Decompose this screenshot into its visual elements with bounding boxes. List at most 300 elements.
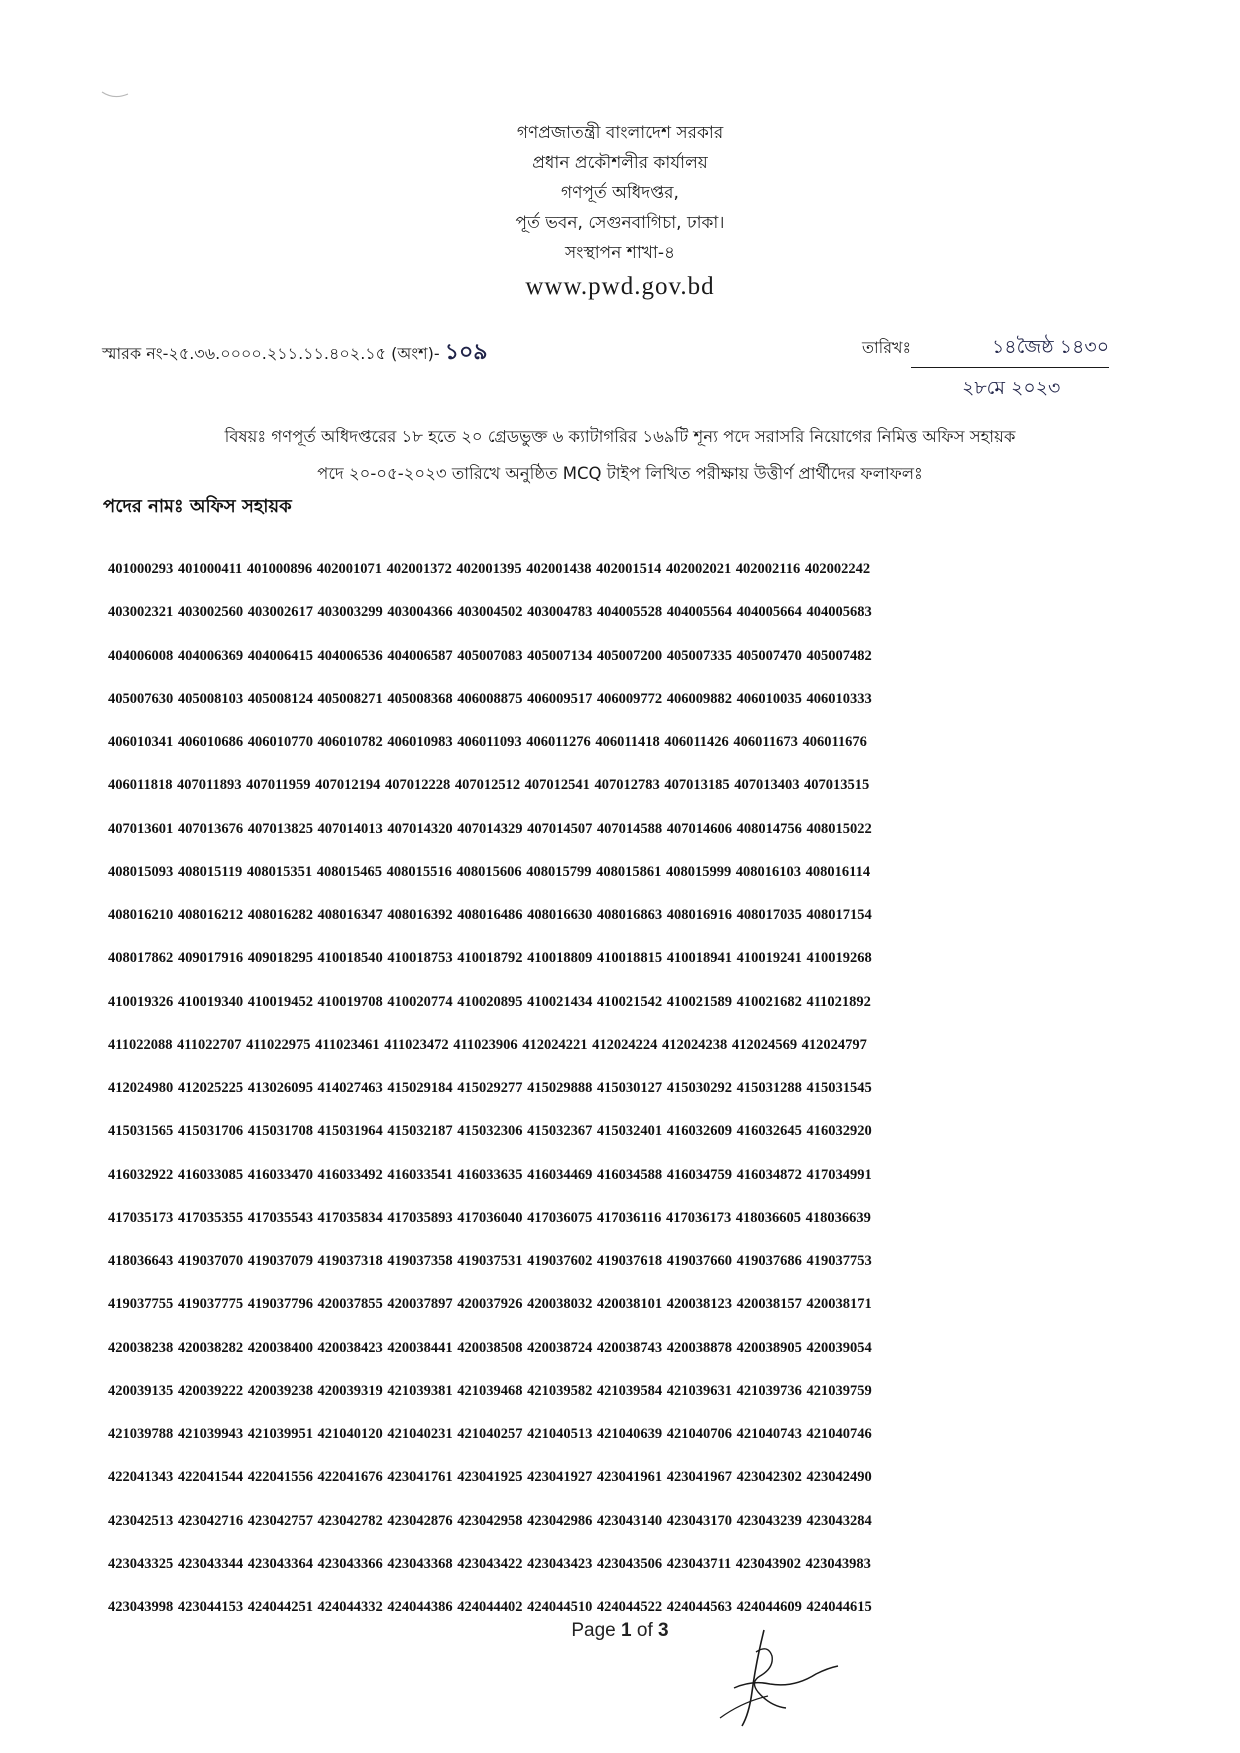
header-line-office: প্রধান প্রকৌশলীর কার্যালয় xyxy=(532,153,708,173)
roll-number: 420038101 xyxy=(596,1296,663,1313)
roll-number: 419037070 xyxy=(177,1253,244,1270)
roll-number: 421039788 xyxy=(108,1426,174,1443)
roll-number: 406009517 xyxy=(527,690,593,707)
memo-number: ১০৯ xyxy=(444,340,488,365)
roll-number: 405007482 xyxy=(806,647,872,664)
roll-number: 408015093 xyxy=(108,863,174,880)
roll-number: 413026095 xyxy=(247,1080,313,1097)
roll-number: 423043711 xyxy=(666,1555,732,1572)
roll-number: 423043423 xyxy=(527,1555,593,1572)
date-block xyxy=(862,333,1109,406)
roll-number: 423043364 xyxy=(247,1555,313,1572)
roll-number: 416033541 xyxy=(387,1166,453,1183)
roll-number: 420038724 xyxy=(527,1339,593,1356)
roll-number: 420038743 xyxy=(596,1339,663,1356)
roll-number: 403002560 xyxy=(177,604,244,621)
roll-number: 423042986 xyxy=(527,1512,593,1529)
roll-number: 412025225 xyxy=(177,1080,244,1097)
letterhead xyxy=(0,118,1240,304)
roll-number: 417035355 xyxy=(177,1209,244,1226)
roll-number: 415029277 xyxy=(457,1080,523,1097)
roll-number: 407014320 xyxy=(387,820,453,837)
roll-number: 424044251 xyxy=(247,1599,313,1616)
roll-number: 419037660 xyxy=(666,1253,732,1270)
roll-number: 410018815 xyxy=(596,950,663,967)
roll-number: 421039736 xyxy=(736,1382,802,1399)
roll-number: 411023461 xyxy=(315,1036,380,1053)
roll-number: 415030292 xyxy=(666,1080,732,1097)
roll-row xyxy=(108,764,1148,807)
footer-of-word: of xyxy=(636,1620,653,1641)
roll-number: 421040746 xyxy=(806,1426,872,1443)
roll-number: 408016392 xyxy=(387,907,453,924)
roll-number: 419037755 xyxy=(108,1296,174,1313)
roll-number: 407013676 xyxy=(177,820,244,837)
roll-row xyxy=(108,1110,1148,1153)
roll-number: 403004366 xyxy=(387,604,453,621)
roll-number: 410021434 xyxy=(527,993,593,1010)
roll-number: 423041927 xyxy=(527,1469,593,1486)
roll-number: 408015119 xyxy=(177,863,243,880)
roll-row xyxy=(108,894,1148,937)
roll-number: 408015799 xyxy=(526,863,592,880)
roll-number: 407011893 xyxy=(177,777,242,794)
roll-number: 417034991 xyxy=(806,1166,872,1183)
roll-number: 403002617 xyxy=(247,604,313,621)
roll-number: 402001438 xyxy=(526,561,592,578)
roll-number: 406009882 xyxy=(666,690,732,707)
roll-row xyxy=(108,1413,1148,1456)
roll-number: 406010341 xyxy=(108,734,174,751)
roll-number: 422041676 xyxy=(317,1469,383,1486)
roll-number: 402001395 xyxy=(456,561,522,578)
roll-number: 405008271 xyxy=(317,690,383,707)
roll-number: 403004783 xyxy=(527,604,593,621)
roll-number: 402001071 xyxy=(316,561,382,578)
roll-number: 423043422 xyxy=(457,1555,523,1572)
roll-number: 421040706 xyxy=(666,1426,732,1443)
roll-number: 408016282 xyxy=(247,907,313,924)
roll-number: 412024224 xyxy=(592,1036,658,1053)
roll-number: 411022707 xyxy=(177,1036,242,1053)
roll-number: 411023906 xyxy=(453,1036,518,1053)
roll-number: 421039631 xyxy=(666,1382,732,1399)
roll-number: 420038441 xyxy=(387,1339,453,1356)
roll-number: 417036040 xyxy=(457,1209,523,1226)
roll-row xyxy=(108,937,1148,980)
header-line-government: গণপ্রজাতন্ত্রী বাংলাদেশ সরকার xyxy=(516,123,724,143)
roll-number-list xyxy=(108,548,1148,1629)
roll-number: 421040639 xyxy=(596,1426,663,1443)
roll-number: 405007083 xyxy=(457,647,523,664)
roll-number: 419037618 xyxy=(596,1253,663,1270)
roll-number: 407012783 xyxy=(594,777,660,794)
roll-number: 404005564 xyxy=(666,604,732,621)
roll-number: 423042782 xyxy=(317,1512,383,1529)
roll-number: 408015999 xyxy=(665,863,732,880)
roll-number: 419037358 xyxy=(387,1253,453,1270)
roll-number: 424044332 xyxy=(317,1599,383,1616)
roll-number: 423043325 xyxy=(108,1555,174,1572)
roll-number: 415031706 xyxy=(177,1123,244,1140)
roll-number: 410021589 xyxy=(666,993,732,1010)
roll-number: 401000411 xyxy=(177,561,243,578)
roll-row xyxy=(108,635,1148,678)
header-website: www.pwd.gov.bd xyxy=(525,273,715,300)
subject-line-2: পদে ২০-০৫-২০২৩ তারিখে অনুষ্ঠিত MCQ টাইপ লিখিত পরীক্ষায় উত্তীর্ণ প্রার্থীদের ফলাফলঃ xyxy=(317,464,923,483)
roll-number: 407013403 xyxy=(734,777,800,794)
roll-number: 408015516 xyxy=(386,863,452,880)
roll-number: 415032306 xyxy=(457,1123,523,1140)
roll-number: 419037079 xyxy=(247,1253,313,1270)
roll-number: 406010035 xyxy=(736,690,802,707)
roll-number: 415029184 xyxy=(387,1080,453,1097)
roll-number: 406011093 xyxy=(457,734,522,751)
roll-number: 412024797 xyxy=(801,1036,867,1053)
roll-number: 407014329 xyxy=(457,820,523,837)
roll-number: 408016347 xyxy=(317,907,383,924)
roll-number: 408017035 xyxy=(736,907,802,924)
roll-number: 415031545 xyxy=(806,1080,872,1097)
header-line-address: পূর্ত ভবন, সেগুনবাগিচা, ঢাকা। xyxy=(515,213,725,233)
roll-number: 404006415 xyxy=(247,647,313,664)
roll-number: 407013515 xyxy=(804,777,870,794)
roll-number: 406010782 xyxy=(317,734,383,751)
roll-number: 410018809 xyxy=(527,950,593,967)
roll-number: 416034469 xyxy=(527,1166,593,1183)
roll-number: 423041761 xyxy=(387,1469,453,1486)
roll-number: 420038400 xyxy=(247,1339,313,1356)
roll-number: 412024980 xyxy=(108,1080,174,1097)
roll-number: 401000896 xyxy=(246,561,313,578)
roll-number: 423043368 xyxy=(387,1555,453,1572)
roll-number: 417036116 xyxy=(596,1209,662,1226)
post-name: পদের নামঃ অফিস সহায়ক xyxy=(103,496,292,517)
roll-number: 423043902 xyxy=(735,1555,802,1572)
roll-number: 420038905 xyxy=(736,1339,802,1356)
roll-number: 423043140 xyxy=(596,1512,663,1529)
roll-number: 424044563 xyxy=(666,1599,732,1616)
roll-number: 408017862 xyxy=(108,950,174,967)
roll-number: 410019340 xyxy=(177,993,244,1010)
roll-number: 419037602 xyxy=(527,1253,593,1270)
roll-number: 407011959 xyxy=(246,777,311,794)
roll-number: 415032367 xyxy=(527,1123,593,1140)
roll-number: 424044522 xyxy=(596,1599,663,1616)
roll-number: 408015861 xyxy=(596,863,662,880)
roll-row xyxy=(108,1370,1148,1413)
roll-number: 410018540 xyxy=(317,950,383,967)
memo-prefix: স্মারক নং-২৫.৩৬.০০০০.২১১.১১.৪০২.১৫ (অংশ)- xyxy=(102,344,445,363)
header-line-department: গণপূর্ত অধিদপ্তর, xyxy=(561,183,679,203)
roll-number: 423041925 xyxy=(457,1469,523,1486)
roll-number: 423042958 xyxy=(457,1512,523,1529)
roll-number: 408016114 xyxy=(805,863,871,880)
roll-row xyxy=(108,1024,1148,1067)
roll-number: 409018295 xyxy=(247,950,313,967)
roll-number: 405008124 xyxy=(247,690,313,707)
roll-number: 420038878 xyxy=(666,1339,732,1356)
roll-number: 415031565 xyxy=(108,1123,174,1140)
roll-number: 405007335 xyxy=(666,647,732,664)
roll-number: 406011673 xyxy=(733,734,798,751)
roll-number: 424044402 xyxy=(457,1599,523,1616)
roll-number: 421039582 xyxy=(527,1382,593,1399)
roll-number: 406011818 xyxy=(108,777,173,794)
roll-row xyxy=(108,1154,1148,1197)
roll-number: 416033492 xyxy=(317,1166,383,1183)
roll-number: 419037318 xyxy=(317,1253,383,1270)
roll-number: 405008368 xyxy=(387,690,453,707)
roll-number: 412024238 xyxy=(661,1036,728,1053)
roll-number: 415031964 xyxy=(317,1123,383,1140)
roll-number: 415029888 xyxy=(527,1080,593,1097)
roll-number: 406011426 xyxy=(664,734,729,751)
roll-row xyxy=(108,851,1148,894)
roll-number: 410018941 xyxy=(666,950,732,967)
roll-number: 407013825 xyxy=(247,820,313,837)
roll-row xyxy=(108,678,1148,721)
roll-number: 421040257 xyxy=(457,1426,523,1443)
roll-row xyxy=(108,721,1148,764)
roll-number: 408016863 xyxy=(596,907,663,924)
roll-number: 419037531 xyxy=(457,1253,523,1270)
roll-number: 408016630 xyxy=(527,907,593,924)
roll-number: 420038423 xyxy=(317,1339,383,1356)
roll-row xyxy=(108,1197,1148,1240)
roll-number: 411021892 xyxy=(806,993,871,1010)
footer-current-page: 1 xyxy=(621,1620,632,1641)
roll-number: 420039222 xyxy=(177,1382,244,1399)
roll-number: 406009772 xyxy=(596,690,663,707)
roll-number: 410019708 xyxy=(317,993,383,1010)
roll-number: 420037897 xyxy=(387,1296,453,1313)
roll-number: 403004502 xyxy=(457,604,523,621)
roll-number: 417036173 xyxy=(665,1209,732,1226)
roll-number: 421039759 xyxy=(806,1382,872,1399)
roll-row xyxy=(108,1327,1148,1370)
roll-number: 423042490 xyxy=(806,1469,872,1486)
date-label: তারিখঃ xyxy=(862,338,912,357)
roll-number: 405007200 xyxy=(596,647,663,664)
roll-number: 418036639 xyxy=(805,1209,871,1226)
roll-number: 416034872 xyxy=(736,1166,802,1183)
roll-number: 421039381 xyxy=(387,1382,453,1399)
roll-number: 420038282 xyxy=(177,1339,244,1356)
roll-number: 404006369 xyxy=(177,647,244,664)
signature xyxy=(712,1622,842,1732)
roll-number: 408017154 xyxy=(806,907,872,924)
roll-number: 411022088 xyxy=(108,1036,173,1053)
roll-number: 423043170 xyxy=(666,1512,732,1529)
roll-number: 406011276 xyxy=(526,734,591,751)
roll-number: 421039951 xyxy=(247,1426,313,1443)
scan-mark xyxy=(100,88,132,104)
roll-number: 408015351 xyxy=(246,863,313,880)
roll-number: 420038171 xyxy=(806,1296,872,1313)
roll-number: 420038157 xyxy=(736,1296,802,1313)
roll-number: 405007470 xyxy=(736,647,802,664)
roll-number: 410019326 xyxy=(108,993,174,1010)
roll-row xyxy=(108,548,1148,591)
date-bengali: ১৪জৈষ্ঠ ১৪৩০ xyxy=(911,333,1109,368)
roll-number: 421040231 xyxy=(387,1426,453,1443)
roll-number: 421040743 xyxy=(736,1426,802,1443)
roll-number: 415031288 xyxy=(736,1080,802,1097)
footer-page-word: Page xyxy=(571,1620,616,1641)
roll-number: 420038508 xyxy=(457,1339,523,1356)
roll-number: 420037855 xyxy=(317,1296,383,1313)
roll-number: 406011418 xyxy=(595,734,660,751)
roll-number: 423043998 xyxy=(108,1599,174,1616)
roll-number: 423043366 xyxy=(317,1555,383,1572)
roll-number: 406010983 xyxy=(387,734,453,751)
roll-number: 415030127 xyxy=(596,1080,663,1097)
roll-number: 410019452 xyxy=(247,993,313,1010)
header-line-branch: সংস্থাপন শাখা-৪ xyxy=(564,243,676,263)
roll-number: 416033085 xyxy=(177,1166,244,1183)
roll-number: 408015465 xyxy=(316,863,382,880)
roll-number: 417035173 xyxy=(108,1209,174,1226)
roll-number: 407012194 xyxy=(315,777,381,794)
roll-number: 407014588 xyxy=(596,820,663,837)
roll-number: 423043239 xyxy=(736,1512,802,1529)
roll-number: 420039135 xyxy=(108,1382,174,1399)
roll-number: 420038032 xyxy=(527,1296,593,1313)
roll-number: 402002242 xyxy=(804,561,871,578)
roll-number: 421039584 xyxy=(596,1382,663,1399)
roll-number: 412024221 xyxy=(522,1036,588,1053)
roll-number: 409017916 xyxy=(177,950,244,967)
date-english: ২৮মে ২০২৩ xyxy=(962,377,1061,399)
roll-number: 411022975 xyxy=(246,1036,311,1053)
roll-number: 416032609 xyxy=(666,1123,732,1140)
roll-number: 410019268 xyxy=(806,950,872,967)
roll-number: 422041343 xyxy=(108,1469,174,1486)
roll-number: 417035834 xyxy=(317,1209,383,1226)
roll-number: 414027463 xyxy=(317,1080,383,1097)
roll-row xyxy=(108,1283,1148,1326)
roll-row xyxy=(108,1543,1148,1586)
roll-number: 419037753 xyxy=(806,1253,872,1270)
roll-number: 423043983 xyxy=(805,1555,871,1572)
roll-number: 406008875 xyxy=(457,690,523,707)
roll-number: 421040120 xyxy=(317,1426,383,1443)
roll-number: 408016486 xyxy=(457,907,523,924)
roll-number: 408015022 xyxy=(806,820,872,837)
roll-number: 422041544 xyxy=(177,1469,244,1486)
roll-number: 408016212 xyxy=(177,907,244,924)
roll-number: 404006536 xyxy=(317,647,383,664)
roll-number: 404005664 xyxy=(736,604,802,621)
roll-number: 416034759 xyxy=(666,1166,732,1183)
roll-number: 417035543 xyxy=(247,1209,313,1226)
roll-number: 401000293 xyxy=(108,561,174,578)
roll-number: 408016103 xyxy=(735,863,802,880)
roll-number: 417035893 xyxy=(387,1209,453,1226)
roll-row xyxy=(108,808,1148,851)
roll-number: 416032645 xyxy=(736,1123,802,1140)
roll-number: 410021542 xyxy=(596,993,663,1010)
roll-number: 410018753 xyxy=(387,950,453,967)
roll-number: 424044510 xyxy=(527,1599,593,1616)
roll-number: 423043284 xyxy=(806,1512,872,1529)
roll-number: 422041556 xyxy=(247,1469,313,1486)
roll-number: 407014013 xyxy=(317,820,383,837)
roll-number: 419037796 xyxy=(247,1296,313,1313)
roll-number: 420039319 xyxy=(317,1382,383,1399)
roll-number: 416034588 xyxy=(596,1166,663,1183)
roll-number: 412024569 xyxy=(731,1036,798,1053)
roll-number: 404005683 xyxy=(806,604,872,621)
roll-number: 419037775 xyxy=(177,1296,244,1313)
roll-number: 420039054 xyxy=(806,1339,872,1356)
roll-number: 423042716 xyxy=(177,1512,244,1529)
roll-number: 416032920 xyxy=(806,1123,872,1140)
roll-number: 405007134 xyxy=(527,647,593,664)
roll-number: 406010770 xyxy=(247,734,313,751)
roll-number: 406011676 xyxy=(802,734,867,751)
roll-number: 417036075 xyxy=(527,1209,593,1226)
roll-number: 407012228 xyxy=(384,777,451,794)
roll-number: 407013601 xyxy=(108,820,174,837)
roll-number: 407012541 xyxy=(524,777,590,794)
roll-number: 405007630 xyxy=(108,690,174,707)
roll-number: 407013185 xyxy=(664,777,730,794)
roll-number: 407012512 xyxy=(454,777,521,794)
roll-number: 418036605 xyxy=(735,1209,802,1226)
roll-number: 404006587 xyxy=(387,647,453,664)
roll-number: 423041961 xyxy=(596,1469,663,1486)
roll-row xyxy=(108,1067,1148,1110)
roll-number: 410019241 xyxy=(736,950,802,967)
subject xyxy=(100,418,1140,492)
roll-row xyxy=(108,591,1148,634)
roll-number: 424044615 xyxy=(806,1599,872,1616)
roll-number: 402002116 xyxy=(735,561,801,578)
subject-line-1: বিষয়ঃ গণপূর্ত অধিদপ্তরের ১৮ হতে ২০ গ্রেডভুক্ত ৬ ক্যাটাগরির ১৬৯টি শূন্য পদে সরাসরি নিয়োগের নিমিত্ত অফিস সহায়ক xyxy=(224,427,1016,446)
roll-number: 415031708 xyxy=(247,1123,313,1140)
roll-number: 410020774 xyxy=(387,993,453,1010)
roll-row xyxy=(108,1456,1148,1499)
roll-number: 403002321 xyxy=(108,604,174,621)
roll-number: 404006008 xyxy=(108,647,174,664)
roll-row xyxy=(108,1500,1148,1543)
roll-number: 423042513 xyxy=(108,1512,174,1529)
page-footer xyxy=(0,1620,1240,1642)
roll-number: 416033635 xyxy=(457,1166,523,1183)
roll-number: 406010333 xyxy=(806,690,872,707)
roll-number: 404005528 xyxy=(596,604,663,621)
roll-number: 408014756 xyxy=(736,820,802,837)
roll-number: 410021682 xyxy=(736,993,802,1010)
roll-number: 410018792 xyxy=(457,950,523,967)
roll-number: 420037926 xyxy=(457,1296,523,1313)
roll-number: 421039943 xyxy=(177,1426,244,1443)
roll-number: 420038123 xyxy=(666,1296,732,1313)
roll-number: 411023472 xyxy=(384,1036,449,1053)
roll-number: 416032922 xyxy=(108,1166,174,1183)
roll-number: 421040513 xyxy=(527,1426,593,1443)
roll-number: 421039468 xyxy=(457,1382,523,1399)
roll-number: 419037686 xyxy=(736,1253,802,1270)
roll-number: 403003299 xyxy=(317,604,383,621)
roll-number: 407014507 xyxy=(527,820,593,837)
footer-total-pages: 3 xyxy=(658,1620,669,1641)
roll-number: 423042876 xyxy=(387,1512,453,1529)
roll-number: 423042757 xyxy=(247,1512,313,1529)
roll-number: 405008103 xyxy=(177,690,244,707)
